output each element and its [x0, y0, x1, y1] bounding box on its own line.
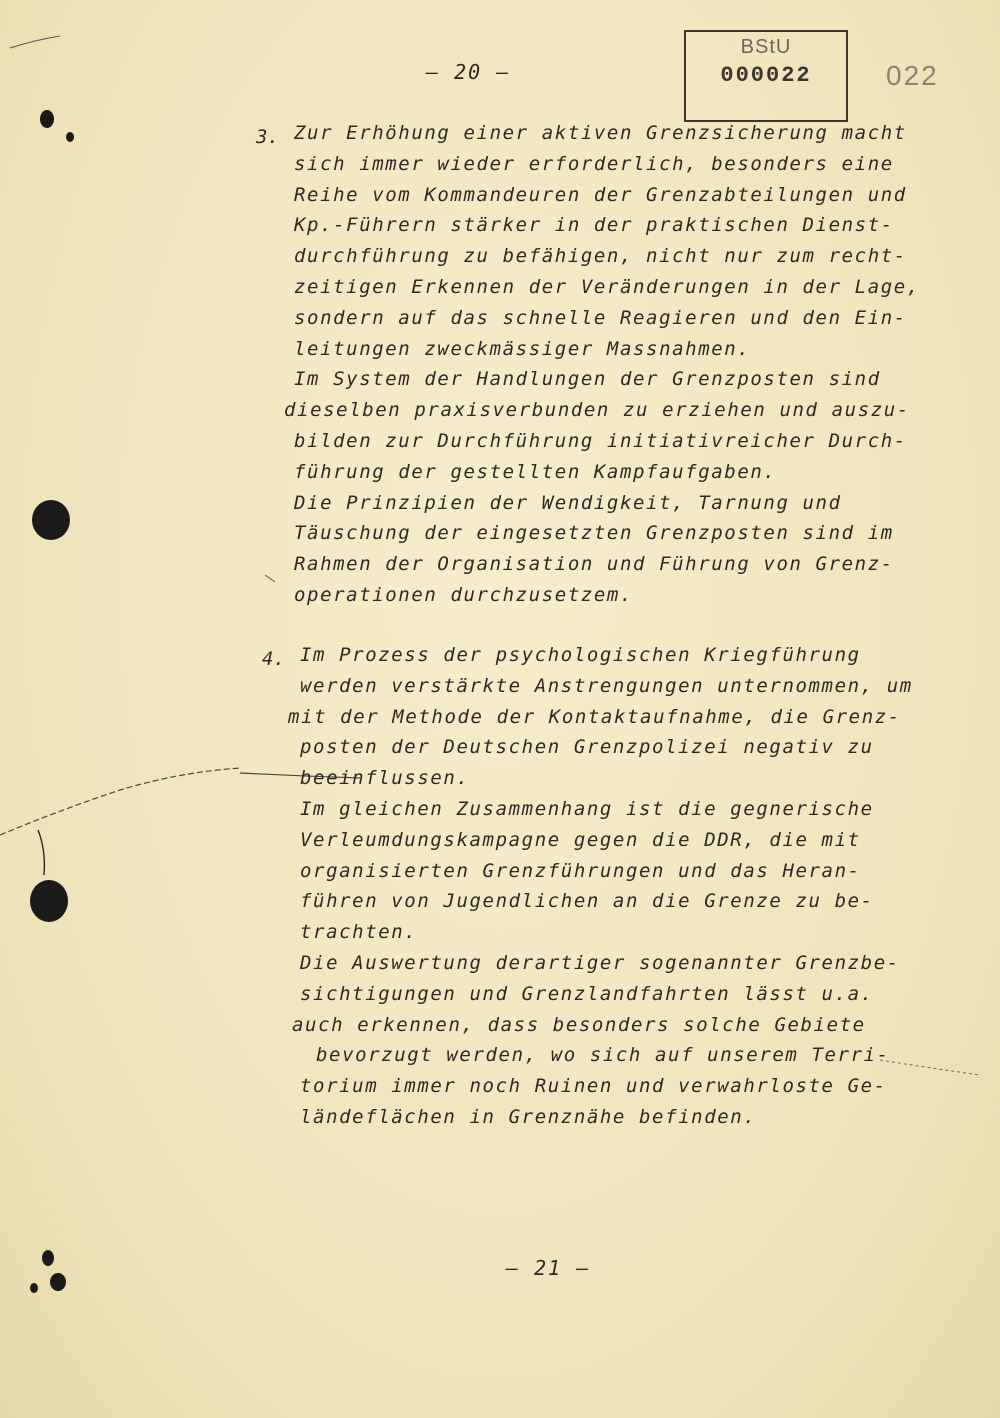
fold-crease-line: [0, 768, 240, 835]
pencil-page-number: 022: [886, 60, 939, 91]
text-line: Rahmen der Organisation und Führung von Grenz-: [294, 553, 894, 576]
text-line: trachten.: [300, 921, 418, 944]
text-line: durchführung zu befähigen, nicht nur zum recht-: [294, 245, 907, 268]
text-line: Die Prinzipien der Wendigkeit, Tarnung und: [294, 491, 842, 514]
text-line: bilden zur Durchführung initiativreicher Durch-: [294, 429, 907, 452]
pencil-stroke-top-left: [10, 36, 60, 48]
text-line: organisierten Grenzführungen und das Heran-: [300, 859, 861, 882]
page-number-top: – 20 –: [426, 60, 511, 84]
text-line: beeinflussen.: [300, 767, 470, 790]
text-line: auch erkennen, dass besonders solche Gebiete: [292, 1013, 866, 1036]
paragraph: [288, 640, 913, 794]
punch-hole-stain: [30, 1283, 38, 1293]
punch-hole-stain: [40, 110, 54, 128]
text-line: posten der Deutschen Grenzpolizei negativ zu: [300, 736, 874, 759]
stamp-label: BStU: [740, 36, 792, 58]
section-3: [284, 118, 920, 611]
punch-hole-stain: [42, 1250, 54, 1266]
text-line: Im Prozess der psychologischen Kriegführung: [300, 644, 861, 666]
text-line: sondern auf das schnelle Reagieren und den Ein-: [294, 306, 907, 329]
crease-hairline: [38, 830, 44, 875]
paragraph: [300, 794, 913, 948]
paragraph: [292, 948, 913, 1133]
text-line: Die Auswertung derartiger sogenannter Grenzbe-: [300, 951, 900, 974]
section-4: [288, 640, 913, 1133]
text-line: operationen durchzusetzem.: [294, 583, 634, 606]
paragraph: [284, 364, 920, 487]
page-number-bottom: – 21 –: [506, 1256, 591, 1280]
text-line: sich immer wieder erforderlich, besonders eine: [294, 152, 894, 175]
text-line: Im System der Handlungen der Grenzposten sind: [294, 368, 881, 391]
text-line: torium immer noch Ruinen und verwahrloste Ge-: [300, 1075, 887, 1098]
section-number: 3.: [256, 126, 279, 148]
punch-hole-stain: [50, 1273, 66, 1291]
text-line: dieselben praxisverbunden zu erziehen und auszu-: [284, 399, 910, 422]
text-line: Täuschung der eingesetzten Grenzposten sind im: [294, 522, 894, 545]
pencil-tick-mark: [265, 575, 275, 582]
text-line: bevorzugt werden, wo sich auf unserem Terri-: [316, 1044, 890, 1067]
paragraph: [294, 488, 920, 611]
text-line: sichtigungen und Grenzlandfahrten lässt u.a.: [300, 982, 874, 1005]
text-line: mit der Methode der Kontaktaufnahme, die Grenz-: [288, 705, 901, 728]
punch-hole-stain: [32, 500, 70, 540]
text-line: Kp.-Führern stärker in der praktischen Dienst-: [294, 214, 894, 237]
punch-hole-stain: [66, 132, 74, 142]
text-line: Zur Erhöhung einer aktiven Grenzsicherung macht: [294, 122, 907, 144]
text-line: ländeflächen in Grenznähe befinden.: [300, 1105, 757, 1128]
archive-stamp: [684, 30, 848, 122]
text-line: zeitigen Erkennen der Veränderungen in der Lage,: [294, 275, 920, 298]
text-line: werden verstärkte Anstrengungen unternommen, um: [300, 674, 913, 697]
text-line: Verleumdungskampagne gegen die DDR, die mit: [300, 828, 861, 851]
text-line: führung der gestellten Kampfaufgaben.: [294, 460, 777, 483]
punch-hole-stain: [30, 880, 68, 922]
text-line: leitungen zweckmässiger Massnahmen.: [294, 337, 751, 360]
section-number: 4.: [262, 648, 285, 670]
text-line: Im gleichen Zusammenhang ist die gegnerische: [300, 797, 874, 820]
text-line: Reihe vom Kommandeuren der Grenzabteilungen und: [294, 183, 907, 206]
stamp-number: 000022: [720, 63, 812, 88]
paragraph: [294, 118, 920, 364]
text-line: führen von Jugendlichen an die Grenze zu be-: [300, 890, 874, 913]
